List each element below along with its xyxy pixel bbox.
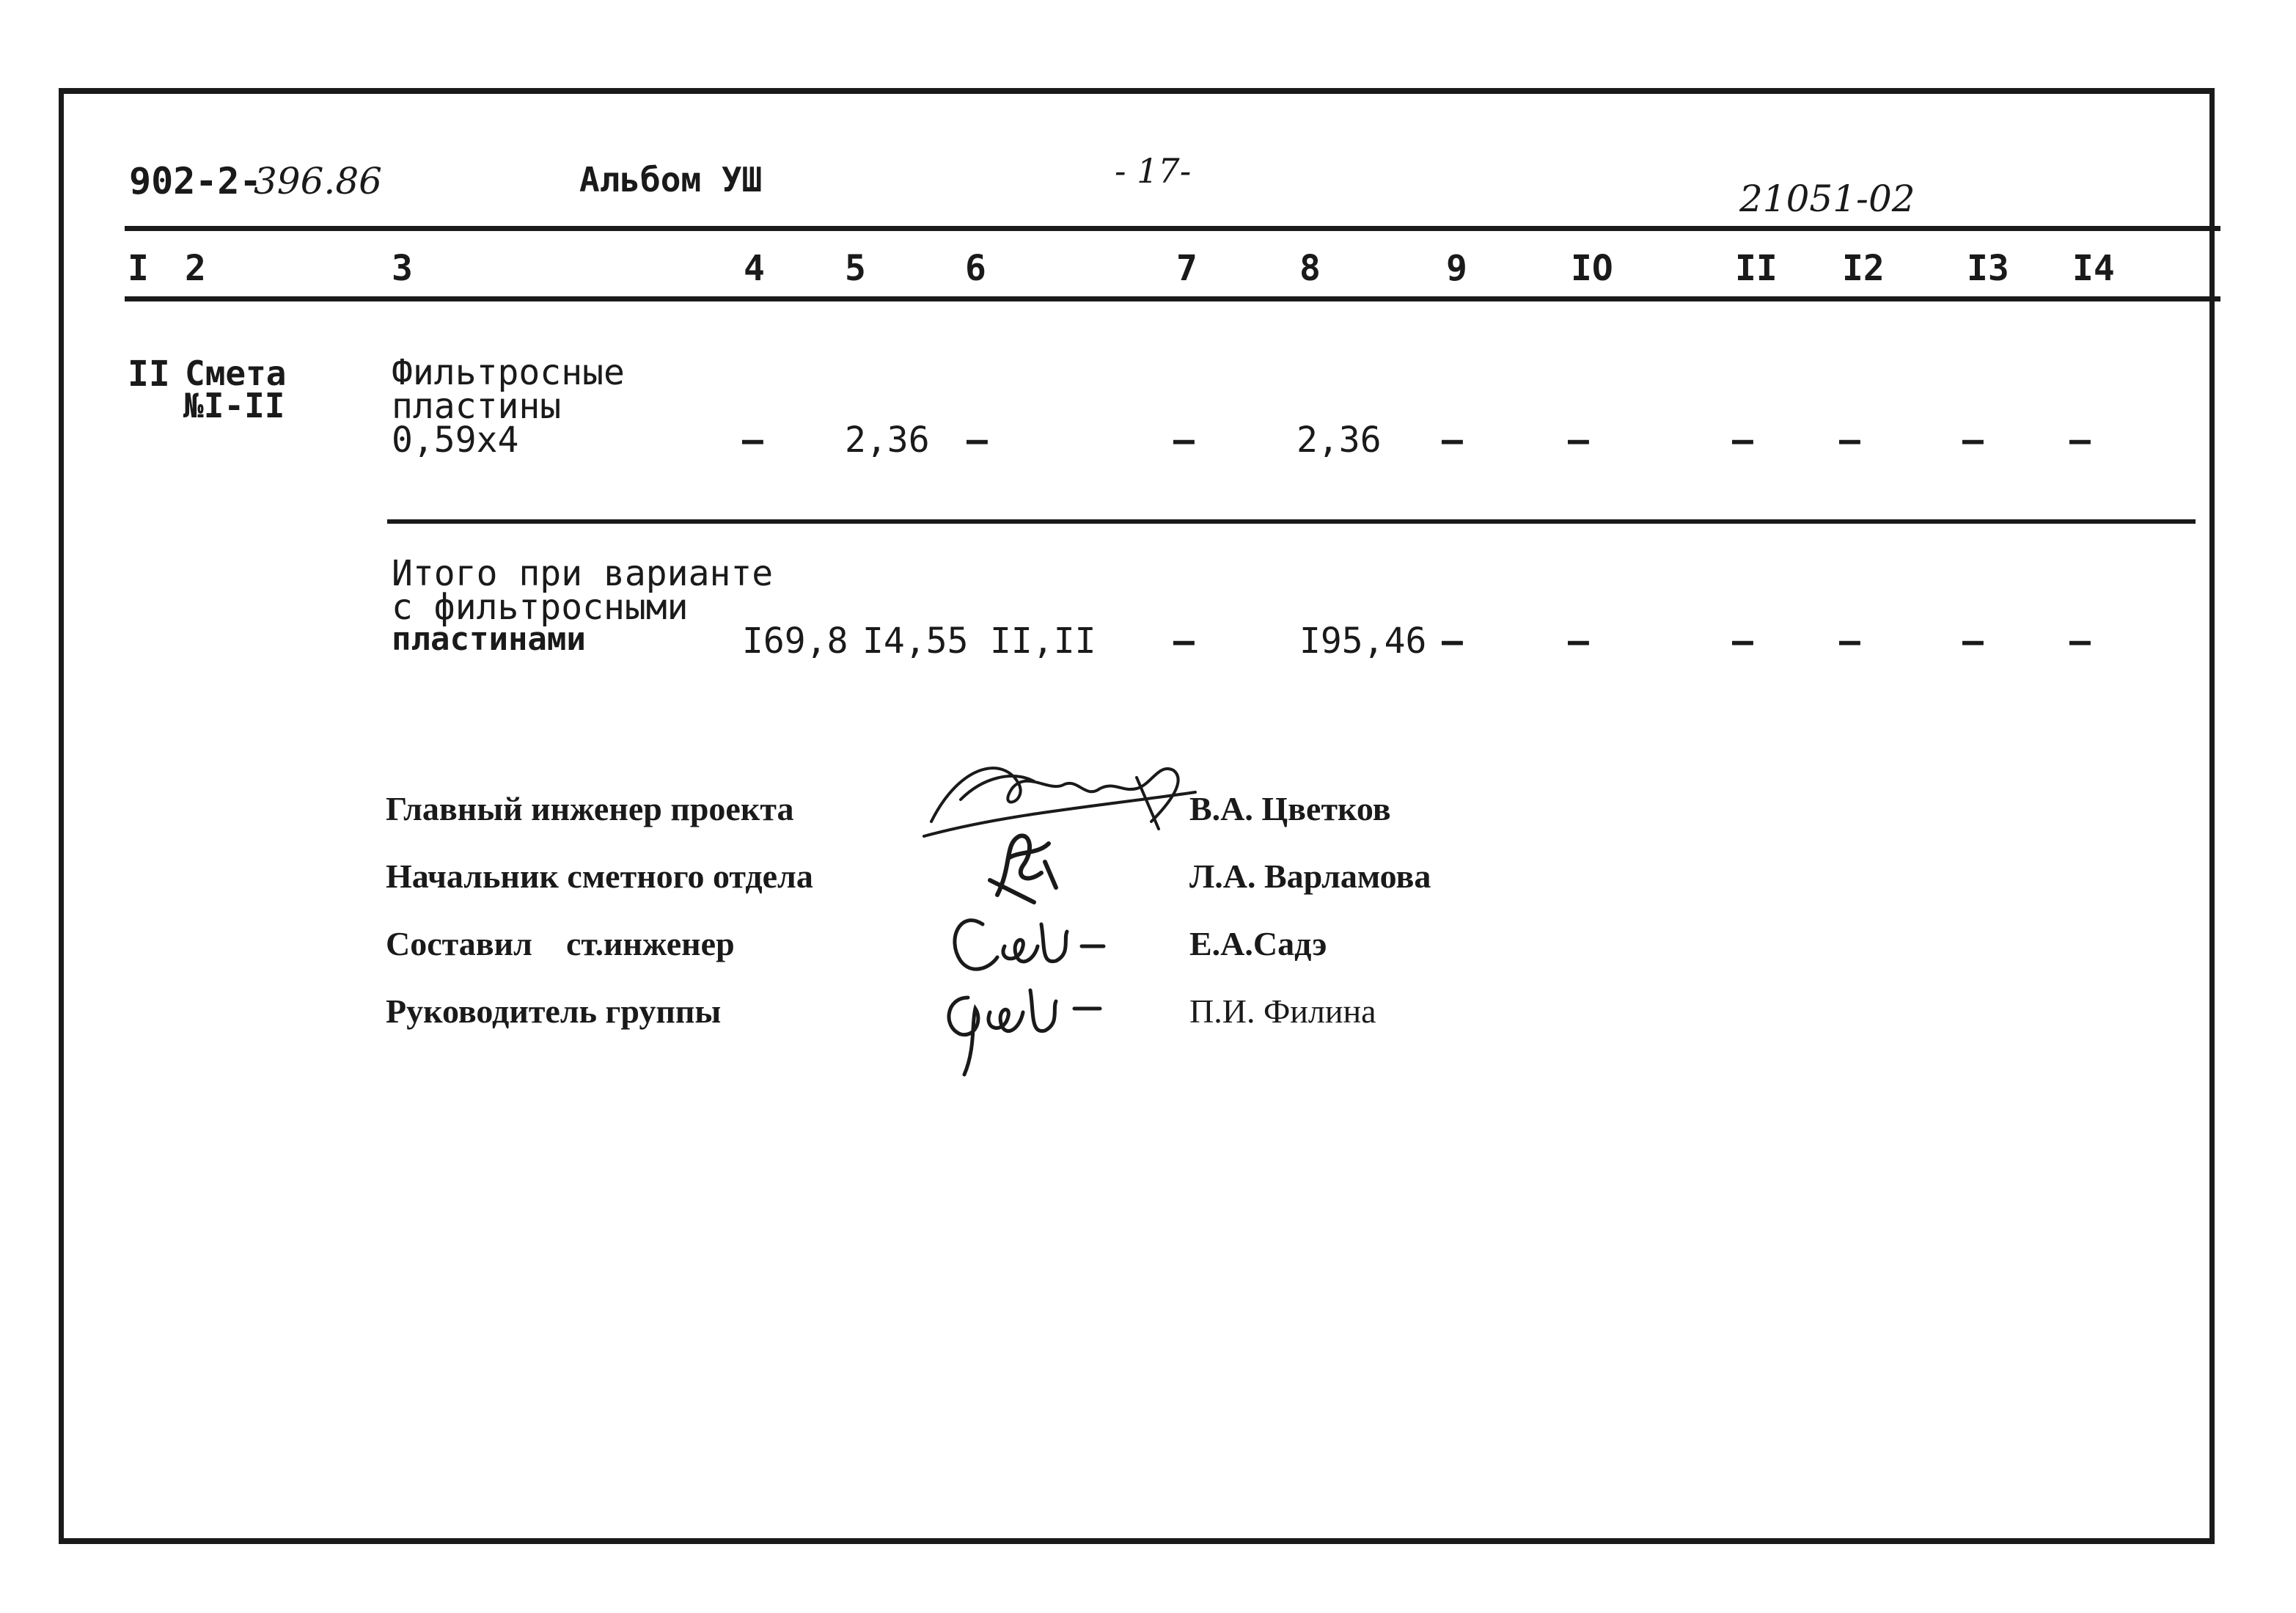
col-header-8: 8 xyxy=(1299,248,1321,289)
row-col12: – xyxy=(1839,420,1860,461)
total-col8: I95,46 xyxy=(1299,621,1427,662)
signatory-name-tsvetkov: В.А. Цветков xyxy=(1189,790,1391,827)
signature-varlamova xyxy=(975,822,1071,910)
row-col10: – xyxy=(1568,420,1589,461)
signatory-role-head-of-estimates: Начальник сметного отдела xyxy=(386,857,813,895)
row-col6: – xyxy=(967,420,988,461)
total-col10: – xyxy=(1568,621,1589,662)
doc-code-prefix: 902-2- xyxy=(129,160,262,202)
row-estimate-label: Смета xyxy=(185,354,287,393)
row-col4: – xyxy=(742,420,763,461)
col-header-13: I3 xyxy=(1967,248,2009,289)
col-header-12: I2 xyxy=(1842,248,1885,289)
col-header-3: 3 xyxy=(392,248,413,289)
col-header-6: 6 xyxy=(965,248,986,289)
row-description-line3: 0,59х4 xyxy=(392,420,519,461)
signatory-role-group-leader: Руководитель группы xyxy=(386,992,722,1030)
total-col14: – xyxy=(2069,621,2091,662)
total-col12: – xyxy=(1839,621,1860,662)
inventory-number: 21051-02 xyxy=(1739,178,1915,220)
total-col13: – xyxy=(1962,621,1984,662)
row-col14: – xyxy=(2069,420,2091,461)
col-header-14: I4 xyxy=(2072,248,2115,289)
signatory-name-sade: Е.А.Садэ xyxy=(1189,925,1327,962)
total-col11: – xyxy=(1732,621,1753,662)
col-header-11: II xyxy=(1735,248,1778,289)
row-col9: – xyxy=(1442,420,1463,461)
col-header-4: 4 xyxy=(744,248,765,289)
page-number: - 17- xyxy=(1115,151,1192,191)
signatory-name-filina: П.И. Филина xyxy=(1189,992,1376,1030)
row-col5: 2,36 xyxy=(845,420,930,461)
total-description-line1: Итого при варианте xyxy=(392,553,774,594)
doc-code-handwritten: 396.86 xyxy=(254,160,382,202)
header-rule-bottom xyxy=(125,296,2220,301)
signature-filina xyxy=(931,968,1122,1086)
total-col7: – xyxy=(1173,621,1195,662)
row-description-line1: Фильтросные xyxy=(392,352,625,393)
row-section-number: II xyxy=(128,354,170,395)
col-header-9: 9 xyxy=(1446,248,1467,289)
signatory-role-chief-engineer: Главный инженер проекта xyxy=(386,790,794,827)
total-col4: I69,8 xyxy=(742,621,848,662)
col-header-2: 2 xyxy=(185,248,206,289)
total-col9: – xyxy=(1442,621,1463,662)
row-estimate-number: №I-II xyxy=(183,386,285,425)
row-col8: 2,36 xyxy=(1296,420,1382,461)
total-col5: I4,55 xyxy=(862,621,969,662)
row-col7: – xyxy=(1173,420,1195,461)
row-col13: – xyxy=(1962,420,1984,461)
signatory-role-compiled-by: Составил ст.инженер xyxy=(386,925,735,962)
total-separator-rule xyxy=(387,519,2196,524)
col-header-5: 5 xyxy=(845,248,866,289)
signatory-name-varlamova: Л.А. Варламова xyxy=(1189,857,1431,895)
row-description-line2: пластины xyxy=(392,386,562,427)
total-description-line3: пластинами xyxy=(392,621,586,658)
total-col6: II,II xyxy=(990,621,1096,662)
col-header-1: I xyxy=(128,248,149,289)
col-header-10: IO xyxy=(1571,248,1613,289)
header-rule-top xyxy=(125,226,2220,231)
col-header-7: 7 xyxy=(1176,248,1197,289)
album-label: Альбом УШ xyxy=(579,160,763,200)
total-description-line2: с фильтросными xyxy=(392,587,689,628)
row-col11: – xyxy=(1732,420,1753,461)
